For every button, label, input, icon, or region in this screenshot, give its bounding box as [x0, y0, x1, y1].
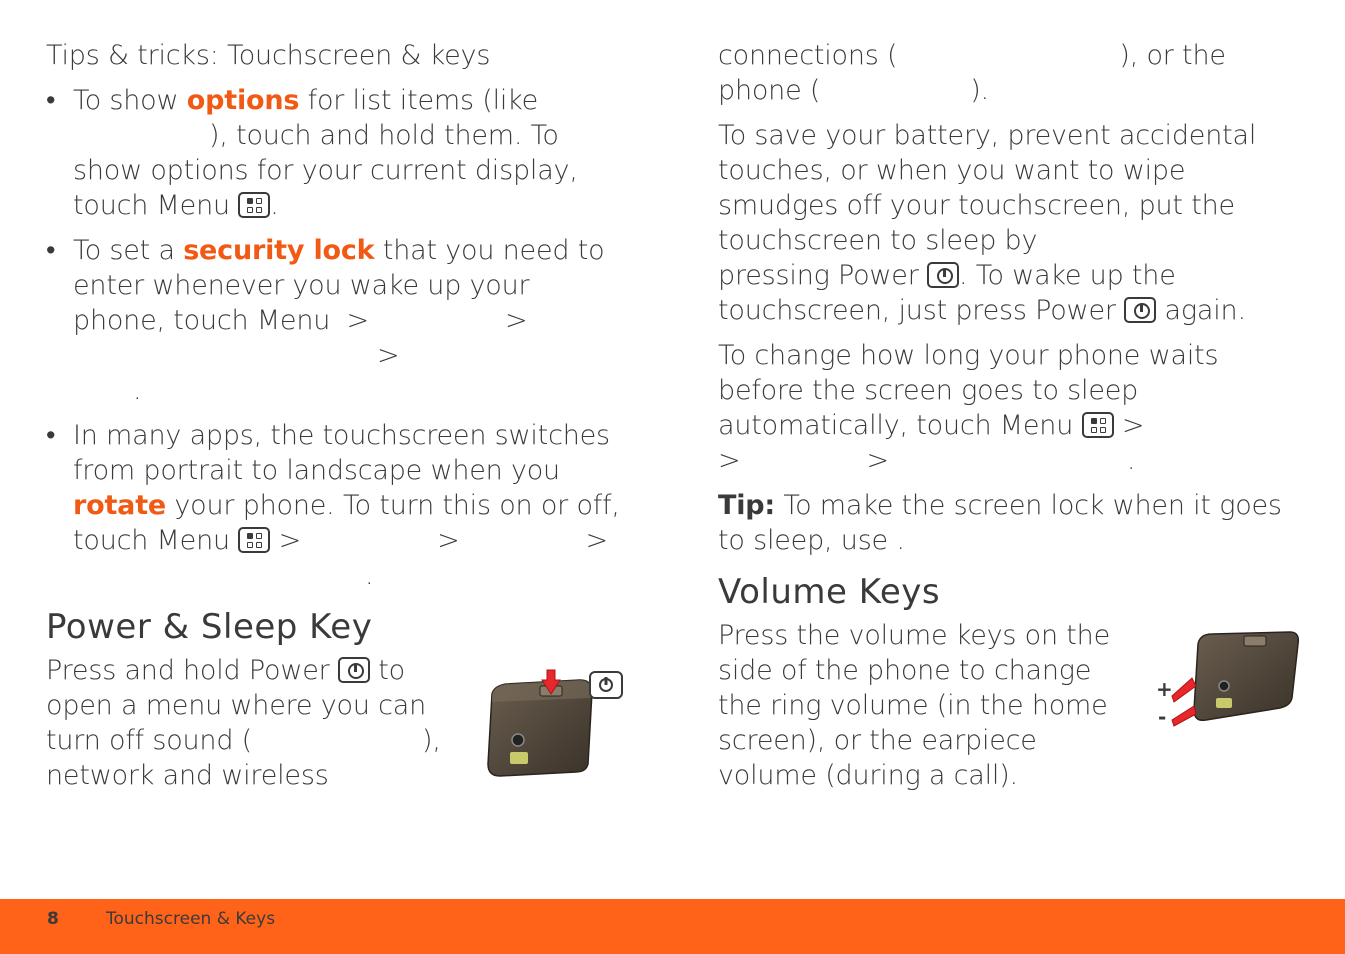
bullet-icon: • [46, 235, 56, 266]
tip-label: Tip: [718, 490, 775, 521]
menu-key-icon [1082, 412, 1114, 438]
options-highlight: options [186, 85, 300, 116]
tips-list [46, 83, 626, 593]
tip-paragraph: Tip: To make the screen lock when it goes to sleep, use . [718, 490, 1282, 556]
volume-keys-heading: Volume Keys [718, 572, 941, 612]
power-paragraph: Press and hold Power to open a menu where you can turn off sound ( ), network and wireless [46, 655, 441, 791]
running-head: Touchscreen & Keys [106, 909, 276, 929]
rotate-highlight: rotate [73, 490, 167, 521]
list-item: • To show options for list items (like ), touch and hold them. To show options for your current display, touch Menu . [46, 85, 578, 221]
bullet-icon: • [46, 85, 56, 116]
page-number: 8 [47, 909, 59, 929]
phone-power-key-illustration [480, 664, 630, 780]
sleep-paragraph: To save your battery, prevent accidental touches, or when you want to wipe smudges off your touchscreen, put the touchscreen to sleep by pressing Power . To wake up the touchscreen, just press Power again. [718, 120, 1257, 326]
power-key-icon [1124, 297, 1156, 323]
security-lock-highlight: security lock [183, 235, 375, 266]
bullet-icon: • [46, 420, 56, 451]
power-key-icon [338, 657, 370, 683]
list-item: • In many apps, the touchscreen switches from portrait to landscape when you rotate your phone. To turn this on or off, touch Menu > > > . [46, 420, 620, 591]
list-item: • To set a security lock that you need to enter whenever you wake up your phone, touch Menu > > > . [46, 235, 605, 406]
timeout-paragraph: To change how long your phone waits before the screen goes to sleep automatically, touch Menu > > > . [718, 340, 1219, 476]
power-paragraph-continued: connections ( ), or the phone ( ). [718, 40, 1226, 106]
power-key-icon [590, 672, 622, 698]
menu-key-icon [238, 192, 270, 218]
power-key-icon [927, 262, 959, 288]
volume-down-label: - [1158, 705, 1167, 729]
volume-paragraph: Press the volume keys on the side of the phone to change the ring volume (in the home screen), or the earpiece volume (during a call). [718, 620, 1110, 791]
menu-key-icon [238, 527, 270, 553]
section-title: Tips & tricks: Touchscreen & keys [46, 40, 491, 71]
power-sleep-heading: Power & Sleep Key [46, 607, 373, 647]
volume-up-label: + [1156, 677, 1173, 701]
phone-volume-keys-illustration [1150, 626, 1305, 736]
